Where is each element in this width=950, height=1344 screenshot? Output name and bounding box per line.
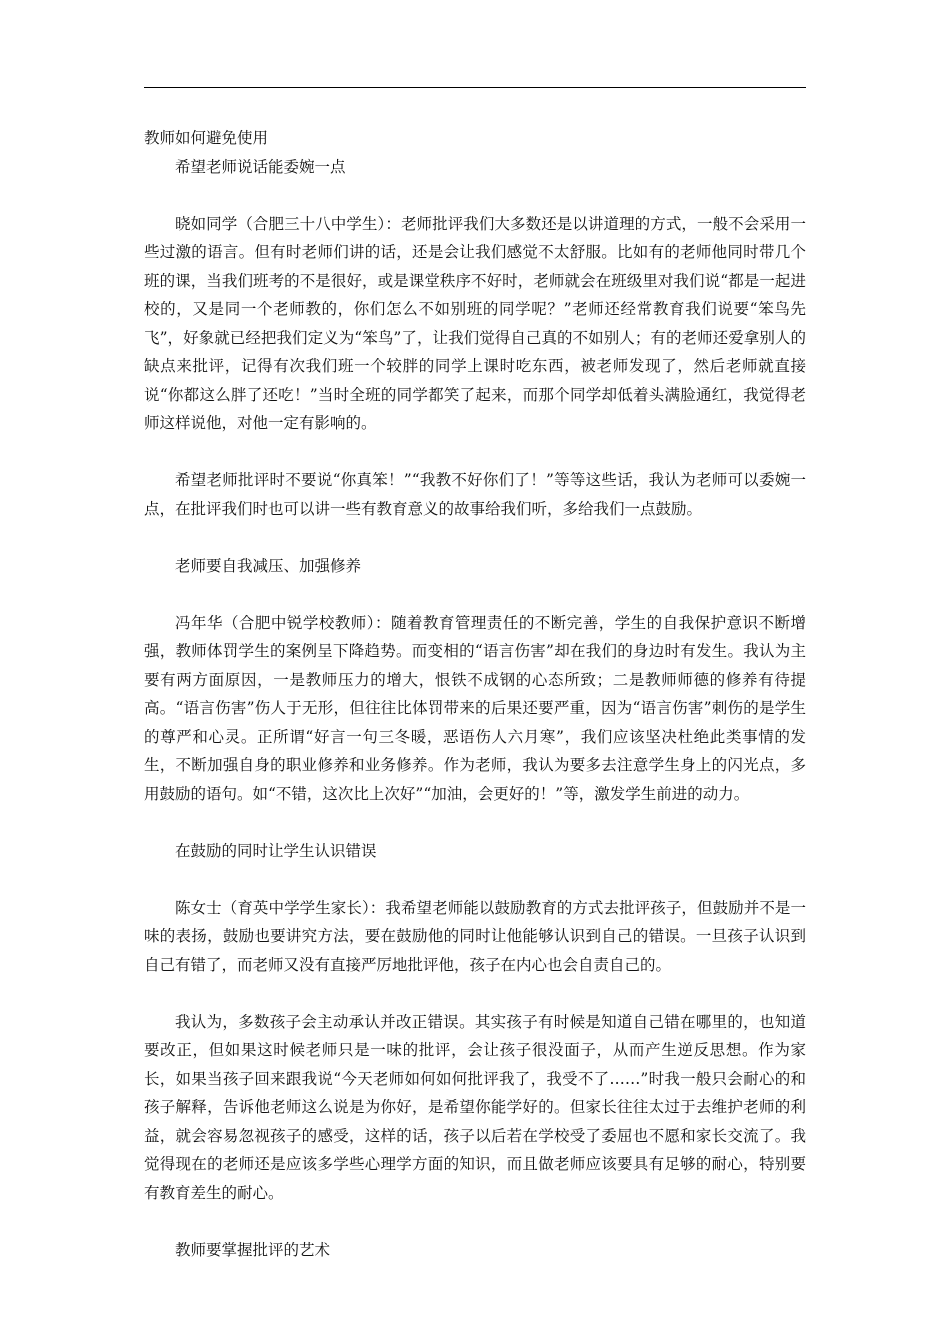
section-heading: 在鼓励的同时让学生认识错误 [175,841,377,860]
header-rule [144,87,806,88]
section-heading: 老师要自我减压、加强修养 [175,556,362,575]
paragraph: 希望老师批评时不要说“你真笨！”“我教不好你们了！”等等这些话，我认为老师可以委婉一点，在批评我们时也可以讲一些有教育意义的故事给我们听，多给我们一点鼓励。 [144,471,806,518]
section-heading: 希望老师说话能委婉一点 [175,157,346,176]
paragraph: 我认为，多数孩子会主动承认并改正错误。其实孩子有时候是知道自己错在哪里的，也知道要改正，但如果这时候老师只是一味的批评，会让孩子很没面子，从而产生逆反思想。作为家长，如果当孩子回来跟我说“今天老师如何如何批评我了，我受不了……”时我一般只会耐心的和孩子解释，告诉他老师这么说是为你好，是希望你能学好的。但家长往往太过于去维护老师的利益，就会容易忽视孩子的感受，这样的话，孩子以后若在学校受了委屈也不愿和家长交流了。我觉得现在的老师还是应该多学些心理学方面的知识，而且做老师应该要具有足够的耐心，特别要有教育差生的耐心。 [144,1012,806,1202]
document-body [144,124,806,1264]
section-heading: 教师要掌握批评的艺术 [175,1240,331,1259]
paragraph: 晓如同学（合肥三十八中学生）：老师批评我们大多数还是以讲道理的方式，一般不会采用一些过激的语言。但有时老师们讲的话，还是会让我们感觉不太舒服。比如有的老师他同时带几个班的课，当我们班考的不是很好，或是课堂秩序不好时，老师就会在班级里对我们说“都是一起进校的，又是同一个老师教的，你们怎么不如别班的同学呢？”老师还经常教育我们说要“笨鸟先飞”，好象就已经把我们定义为“笨鸟”了，让我们觉得自己真的不如别人；有的老师还爱拿别人的缺点来批评，记得有次我们班一个较胖的同学上课时吃东西，被老师发现了，然后老师就直接说“你都这么胖了还吃！”当时全班的同学都笑了起来，而那个同学却低着头满脸通红，我觉得老师这样说他，对他一定有影响的。 [144,214,806,432]
paragraph: 陈女士（育英中学学生家长）：我希望老师能以鼓励教育的方式去批评孩子，但鼓励并不是一味的表扬，鼓励也要讲究方法，要在鼓励他的同时让他能够认识到自己的错误。一旦孩子认识到自己有错了，而老师又没有直接严厉地批评他，孩子在内心也会自责自己的。 [144,898,806,974]
paragraph: 冯年华（合肥中锐学校教师）：随着教育管理责任的不断完善，学生的自我保护意识不断增强，教师体罚学生的案例呈下降趋势。而变相的“语言伤害”却在我们的身边时有发生。我认为主要有两方面原因，一是教师压力的增大，恨铁不成钢的心态所致；二是教师师德的修养有待提高。“语言伤害”伤人于无形，但往往比体罚带来的后果还要严重，因为“语言伤害”刺伤的是学生的尊严和心灵。正所谓“好言一句三冬暖，恶语伤人六月寒”，我们应该坚决杜绝此类事情的发生，不断加强自身的职业修养和业务修养。作为老师，我认为要多去注意学生身上的闪光点，多用鼓励的语句。如“不错，这次比上次好”“加油，会更好的！”等，激发学生前进的动力。 [144,613,806,803]
document-title: 教师如何避免使用 [144,129,269,147]
